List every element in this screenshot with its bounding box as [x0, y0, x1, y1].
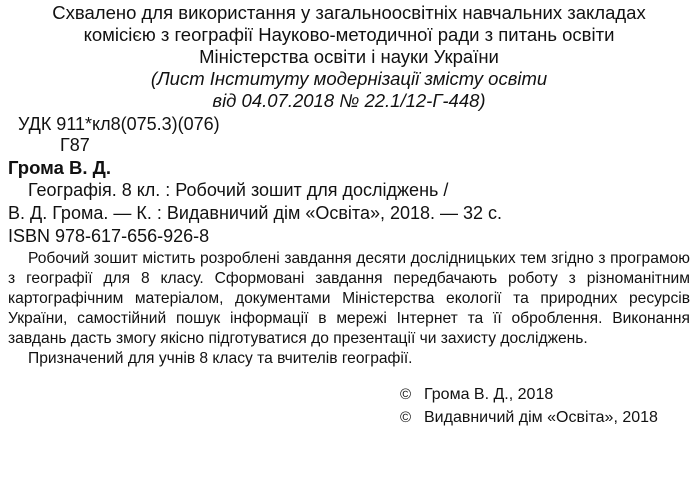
biblio-line-2: В. Д. Грома. — К. : Видавничий дім «Освіта», 2018. — 32 с.: [8, 203, 503, 223]
approval-line-3: Міністерства освіти і науки України: [199, 46, 499, 67]
author-name: Грома В. Д.: [8, 157, 111, 178]
udk-block: [8, 114, 690, 156]
copyright-block: [8, 383, 690, 429]
author-index: Г87: [60, 135, 90, 155]
approval-line-2: комісією з географії Науково-методичної ради з питань освіти: [83, 24, 615, 45]
approval-letter-line-1: (Лист Інституту модернізації змісту освіти: [150, 68, 548, 89]
abstract: [8, 249, 690, 369]
abstract-paragraph-1: Робочий зошит містить розроблені завдання десяти дослідницьких тем згідно з програмою з географії для 8 класу. Сформовані завдання передбачають роботу з різноманітним картографічним матеріалом, документами Міністерства екології та природних ресурсів України, самостійний пошук інформації в мережі Інтернет та її оброблення. Виконання завдань дасть змогу якісно підготуватися до презентації чи захисту досліджень.: [8, 250, 690, 347]
copyright-publisher-text: Видавничий дім «Освіта», 2018: [424, 409, 658, 426]
copyright-publisher: [400, 406, 690, 429]
approval-letter-line-2: від 04.07.2018 № 22.1/12-Г-448): [212, 90, 486, 111]
copyright-icon: ©: [400, 386, 412, 403]
copyright-author-text: Грома В. Д., 2018: [424, 386, 554, 403]
approval-line-1: Схвалено для використання у загальноосвітніх навчальних закладах: [52, 2, 646, 23]
udk-code: УДК 911*кл8(075.3)(076): [18, 114, 220, 134]
isbn: ISBN 978-617-656-926-8: [8, 226, 210, 246]
approval-notice: [8, 2, 690, 112]
copyright-author: [400, 383, 690, 406]
abstract-paragraph-2: Призначений для учнів 8 класу та вчителів географії.: [28, 350, 413, 367]
copyright-icon: ©: [400, 409, 412, 426]
biblio-line-1: Географія. 8 кл. : Робочий зошит для досліджень /: [28, 180, 449, 200]
bibliographic-description: [8, 179, 690, 248]
